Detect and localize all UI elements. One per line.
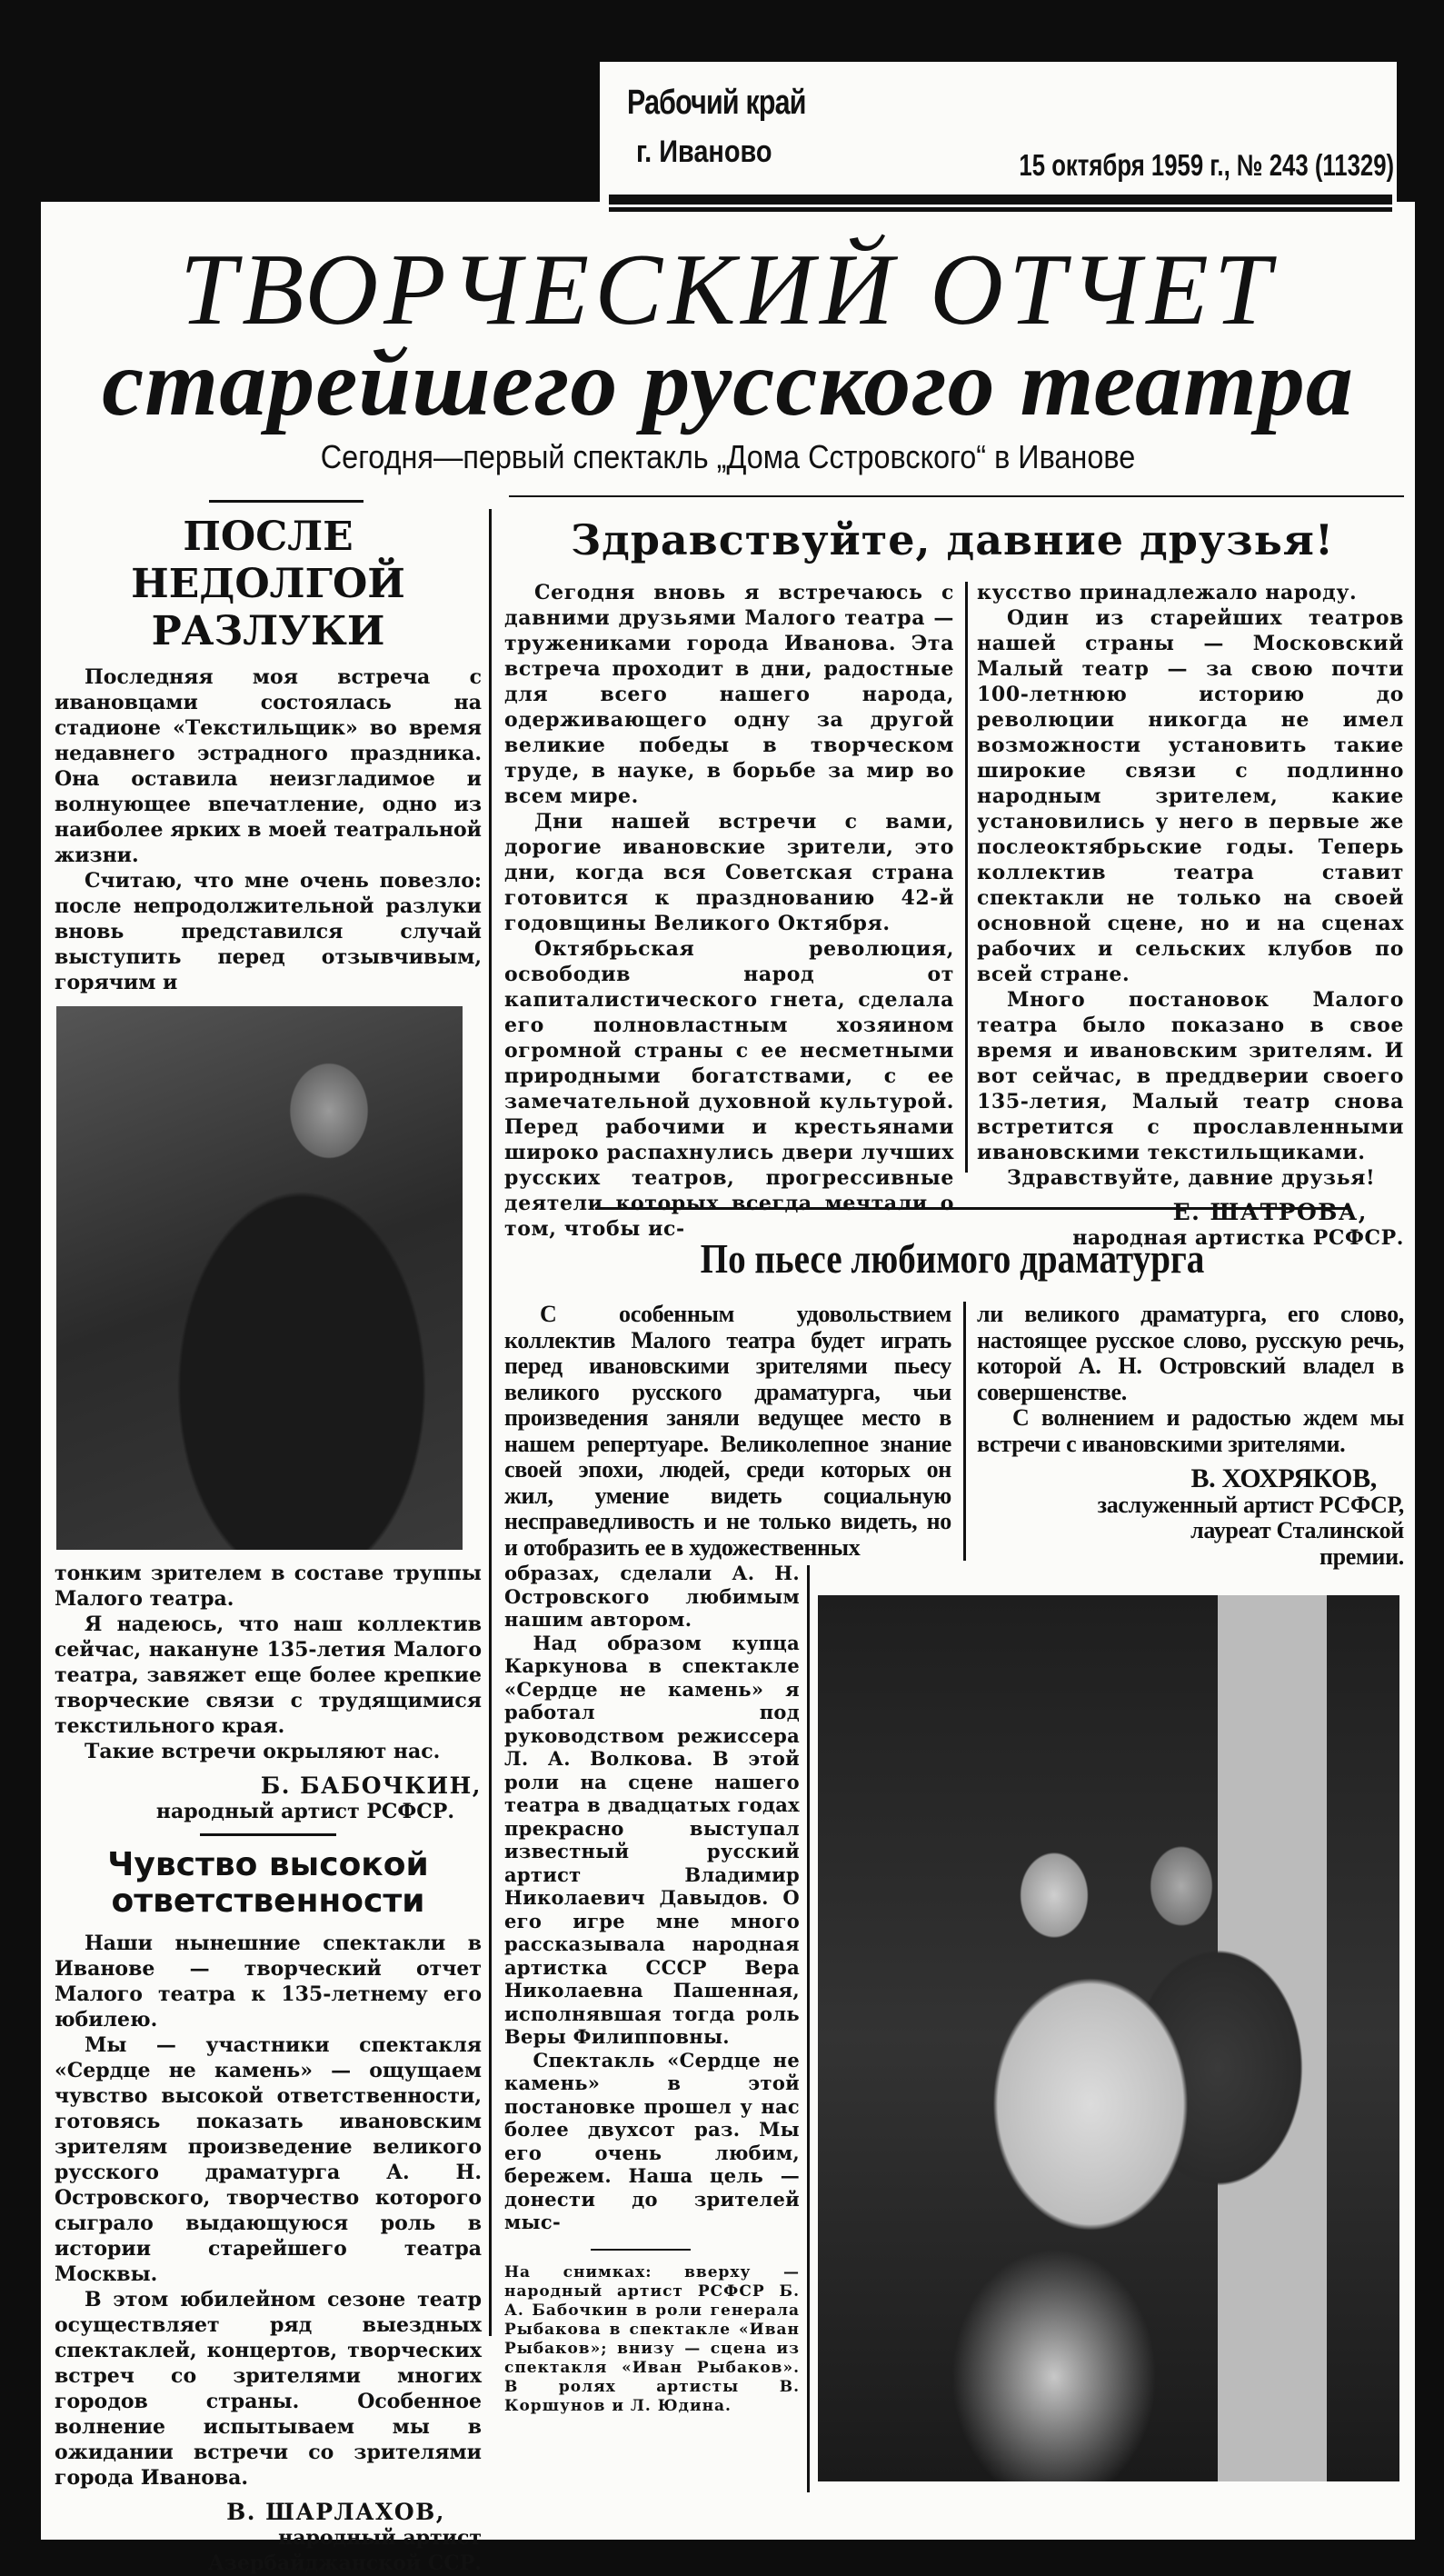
article-body-khokhryakov-right xyxy=(977,1302,1404,1570)
paragraph: Последняя моя встреча с ивановцами состоялась на стадионе «Текстильщик» во время недавнего эстрадного праздника. Она оставила неизгладимое и волнующее впечатление, одно из наиболее ярких в моей театральной жизни. xyxy=(55,665,482,867)
article-body-babochkin xyxy=(55,664,482,995)
author-title: народный артист xyxy=(278,2526,482,2550)
author-name: Б. БАБОЧКИН, xyxy=(260,1772,482,1799)
author-name: В. ШАРЛАХОВ, xyxy=(226,2499,445,2525)
paragraph: кусство принадлежало народу. xyxy=(977,581,1358,604)
photo-babochkin xyxy=(56,1006,463,1550)
title-line: Чувство высокой xyxy=(107,1846,429,1883)
paragraph: Спектакль «Сердце не камень» в этой постановке прошел у нас более двухсот раз. Мы его очень любим, бережем. Наша цель — донести до зрителей мыс- xyxy=(504,2048,800,2233)
masthead-rule xyxy=(609,195,1392,207)
article-body-khokhryakov xyxy=(504,1302,951,1561)
issue-dateline: 15 октября 1959 г., № 243 (11329) xyxy=(1019,148,1394,182)
author-title: лауреат Сталинской xyxy=(1190,1517,1404,1543)
paragraph: Дни нашей встречи с вами, дорогие ивановские зрители, это дни, когда вся Советская страна готовится к празднованию 42-й годовщины Великого Октября. xyxy=(504,810,954,935)
column-rule xyxy=(807,1565,810,2492)
article-title-sharlakhov xyxy=(55,1847,482,1920)
paragraph: Я надеюсь, что наш коллектив сейчас, накануне 135-летия Малого театра, завяжет еще более крепкие творческие связи с трудящимися текстильного края. xyxy=(55,1612,482,1738)
divider xyxy=(591,2249,691,2251)
article-title-khokhryakov: По пьесе любимого драматурга xyxy=(700,1235,1205,1282)
article-body-sharlakhov xyxy=(55,1931,482,2576)
article-body-babochkin-cont xyxy=(55,1561,482,1824)
article-title-shatrova: Здравствуйте, давние друзья! xyxy=(570,515,1335,564)
paragraph: Считаю, что мне очень повезло: после непродолжительной разлуки вновь представился случай выступить перед отзывчивым, горячим и xyxy=(55,869,482,994)
headline-subtitle: Сегодня—первый спектакль „Дома Сстровского“ в Иванове xyxy=(320,438,1136,475)
paragraph: Наши нынешние спектакли в Иванове — творческий отчет Малого театра к 135-летнему его юбилею. xyxy=(55,1932,482,2032)
paragraph: Сегодня вновь я встречаюсь с давними друзьями Малого театра — тружениками города Иванова. Эта встреча проходит в дни, радостные для всего нашего народа, одерживающего одну за другой великие победы в творческом труде, в науке, в борьбе за мир во всем мире. xyxy=(504,581,954,808)
paragraph: образах, сделали А. Н. Островского любимым нашим автором. xyxy=(504,1562,800,1631)
paragraph: тонким зрителем в составе труппы Малого театра. xyxy=(55,1562,482,1611)
divider xyxy=(509,495,1404,497)
article-title-babochkin xyxy=(55,514,482,655)
title-line: ПОСЛЕ НЕДОЛГОЙ xyxy=(131,514,405,607)
paragraph: ли великого драматурга, его слово, настоящее русское слово, русскую речь, которой А. Н. Островский владел в совершенстве. xyxy=(977,1301,1404,1405)
paragraph: С особенным удовольствием коллектив Малого театра будет играть перед ивановскими зрителями пьесу великого русского драматурга, чьи произведения заняли ведущее место в нашем репертуаре. Великолепное знание своей эпохи, людей, среди которых он жил, умение видеть социальную несправедливость и не только видеть, но и отобразить ее в художественных xyxy=(504,1301,951,1561)
divider xyxy=(200,1833,336,1836)
column-rule xyxy=(965,582,968,1173)
title-line: РАЗЛУКИ xyxy=(151,608,385,654)
author-title: заслуженный артист РСФСР, xyxy=(1097,1491,1404,1518)
paragraph: Много постановок Малого театра было показано в свое время и ивановским зрителям. И вот сейчас, в преддверии своего 135-летия, Малый театр снова встретится с прославленными ивановскими текстильщиками. xyxy=(977,988,1404,1164)
photo-scene-ivan-rybakov xyxy=(818,1595,1399,2481)
article-body-shatrova xyxy=(504,580,954,1242)
title-line: ответственности xyxy=(111,1882,425,1920)
paragraph: Здравствуйте, давние друзья! xyxy=(1007,1166,1376,1190)
paragraph: Один из старейших театров нашей страны — Московский Малый театр — за свою почти 100-летнюю историю до революции никогда не имел возможности установить такие широкие связи с подлинно народным зрителем, какие установились у него в первые же послеоктябрьские годы. Теперь коллектив театра ставит спектакли не только на своей основной сцене, но и на сценах рабочих и сельских клубов по всей стране. xyxy=(977,606,1404,986)
paragraph: Мы — участники спектакля «Сердце не камень» — ощущаем чувство высокой ответственности, готовясь показать ивановским зрителям произведение великого русского драматурга А. Н. Островского, творчество которого сыграло выдающуюся роль в истории старейшего театра Москвы. xyxy=(55,2033,482,2286)
photo-caption: На снимках: вверху — народный артист РСФСР Б. А. Бабочкин в роли генерала Рыбакова в спектакле «Иван Рыбаков»; внизу — сцена из спектакля «Иван Рыбаков». В ролях артисты В. Коршунов и Л. Юдина. xyxy=(504,2262,800,2415)
paragraph: С волнением и радостью ждем мы встречи с ивановскими зрителями. xyxy=(977,1404,1404,1457)
narrow-column xyxy=(504,1562,800,2416)
paragraph: Такие встречи окрыляют нас. xyxy=(85,1740,441,1763)
author-title: премии. xyxy=(1319,1543,1404,1570)
author-title: народный артист РСФСР. xyxy=(155,1800,454,1823)
main-headline: ТВОРЧЕСКИЙ ОТЧЕТ xyxy=(179,234,1277,346)
article-body-shatrova-cont xyxy=(977,580,1404,1251)
author-title: Азербайджанской ССР. xyxy=(208,2551,482,2575)
paragraph: Октябрьская революция, освободив народ от капиталистического гнета, сделала его полновластным хозяином огромной страны с ее несметными природными богатствами, с ее замечательной духовной культурой. Перед рабочими и крестьянами широко распахнулись двери лучших русских театров, прогрессивные деятели которых всегда мечтали о том, чтобы ис- xyxy=(504,937,954,1241)
column-rule xyxy=(963,1302,966,1561)
newspaper-name: Рабочий край xyxy=(627,84,806,122)
article-body-khokhryakov-narrow xyxy=(504,1562,800,2234)
divider xyxy=(209,500,363,503)
left-column xyxy=(55,514,482,2576)
newspaper-city: г. Иваново xyxy=(636,135,772,169)
main-headline-sub: старейшего русского театра xyxy=(102,331,1354,435)
author-name: В. ХОХРЯКОВ, xyxy=(1190,1463,1377,1493)
paragraph: Над образом купца Каркунова в спектакле «Сердце не камень» я работал под руководством режиссера Л. А. Волкова. В этой роли на сцене нашего театра в двадцатых годах прекрасно выступал известный русский артист Владимир Николаевич Давыдов. О его игре мне много рассказывала народная артистка СССР Вера Николаевна Пашенная, исполнявшая тогда роль Веры Филипповны. xyxy=(504,1631,800,2048)
paragraph: В этом юбилейном сезоне театр осуществляет ряд выездных спектаклей, концертов, творческих встреч со зрителями многих городов страны. Особенное волнение испытываем мы в ожидании встречи со зрителями города Иванова. xyxy=(55,2288,482,2490)
column-rule xyxy=(489,509,492,2336)
author-title: народная артистка РСФСР. xyxy=(1072,1226,1404,1250)
author-name: Е. ШАТРОВА, xyxy=(1172,1199,1368,1225)
